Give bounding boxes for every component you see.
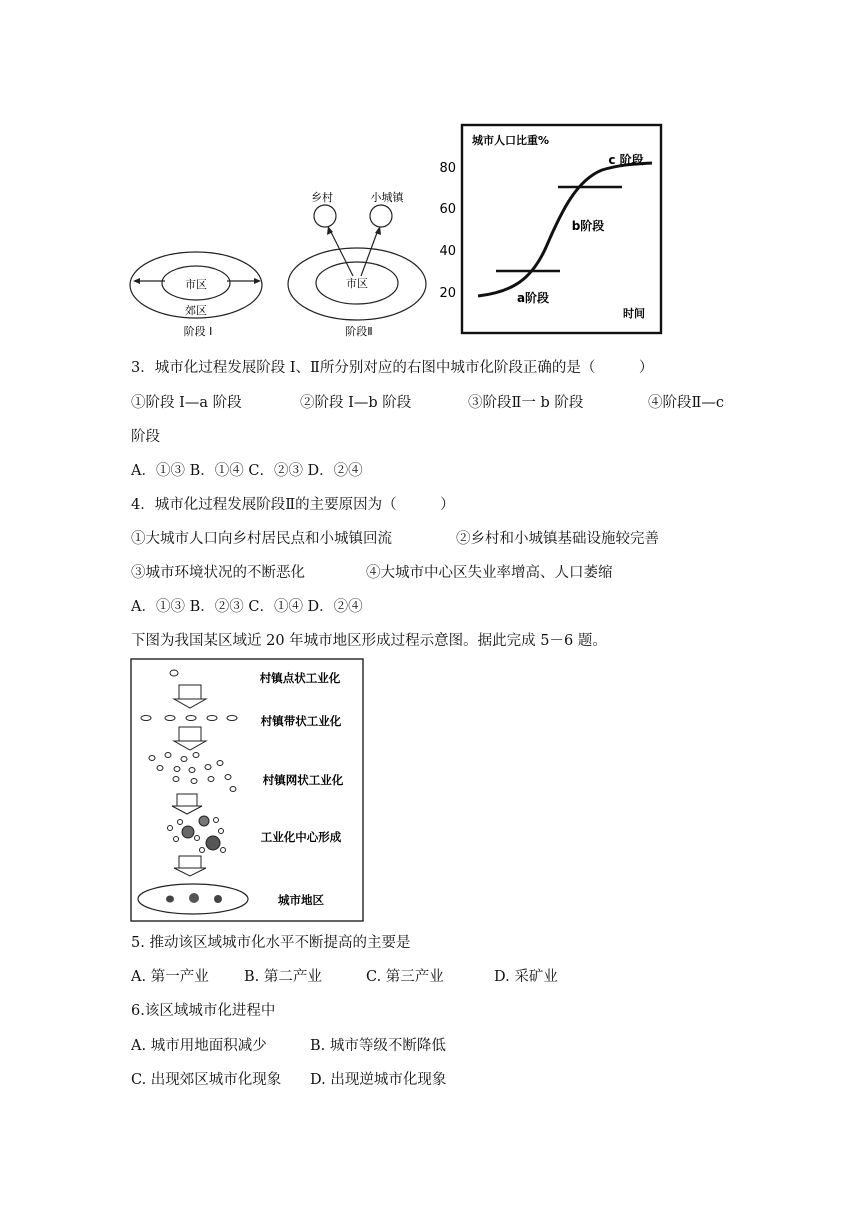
rural-label: 乡村 <box>311 191 333 204</box>
flow-step-2: 村镇带状工业化 <box>260 714 342 728</box>
q6-choice-d: D. 出现逆城市化现象 <box>310 1072 447 1088</box>
x-axis-label: 时间 <box>623 307 645 320</box>
q4-answer-options: A．①③ B．②③ C．①④ D．②④ <box>131 599 363 615</box>
stage-b-label: b阶段 <box>571 219 605 233</box>
section-intro: 下图为我国某区域近 20 年城市地区形成过程示意图。据此完成 5－6 题。 <box>131 633 607 649</box>
q3-choice-1: ①阶段 I—a 阶段 <box>131 395 242 411</box>
urban-formation-flowchart <box>130 658 365 923</box>
stage-a-label: a阶段 <box>516 291 550 305</box>
q6-stem: 6.该区域城市化进程中 <box>131 1003 276 1019</box>
stage-c-label: c 阶段 <box>608 153 644 167</box>
stage-one-diagram <box>130 252 262 338</box>
q4-stem: 4．城市化过程发展阶段Ⅱ的主要原因为（ ） <box>131 497 455 513</box>
flow-step-3: 村镇网状工业化 <box>262 773 344 787</box>
stage2-caption: 阶段Ⅱ <box>345 325 373 338</box>
q4-choice-4: ④大城市中心区失业率增高、人口萎缩 <box>366 565 613 581</box>
flow-step-1: 村镇点状工业化 <box>259 671 341 685</box>
y-tick-80: 80 <box>439 161 456 176</box>
stage1-caption: 阶段 I <box>183 325 213 338</box>
flow-step-5: 城市地区 <box>278 893 324 907</box>
q5-stem: 5. 推动该区域城市化水平不断提高的主要是 <box>131 935 411 951</box>
q6-choice-c: C. 出现郊区城市化现象 <box>131 1072 282 1088</box>
q3-choice-2: ②阶段 I—b 阶段 <box>300 395 412 411</box>
q3-stem: 3．城市化过程发展阶段 I、Ⅱ所分别对应的右图中城市化阶段正确的是（ ） <box>131 360 654 376</box>
stage-two-diagram <box>288 190 426 338</box>
urbanization-curve-chart <box>432 120 672 340</box>
q5-choice-b: B. 第二产业 <box>244 969 322 985</box>
town-label: 小城镇 <box>370 191 404 204</box>
stage2-inner-label: 市区 <box>346 277 368 290</box>
stage-diagrams <box>125 180 445 345</box>
flow-step-4: 工业化中心形成 <box>260 830 342 844</box>
q4-choice-2: ②乡村和小城镇基础设施较完善 <box>456 531 659 547</box>
q3-choice-4: ④阶段Ⅱ—c <box>648 395 724 411</box>
y-axis-label: 城市人口比重% <box>472 134 550 147</box>
q6-choice-b: B. 城市等级不断降低 <box>310 1038 446 1054</box>
stage1-outer-label: 郊区 <box>185 304 207 317</box>
q4-choice-1: ①大城市人口向乡村居民点和小城镇回流 <box>131 531 392 547</box>
q5-choice-c: C. 第三产业 <box>366 969 444 985</box>
q3-answer-options: A．①③ B．①④ C．②③ D．②④ <box>131 463 363 479</box>
q4-choice-3: ③城市环境状况的不断恶化 <box>131 565 305 581</box>
q5-choice-a: A. 第一产业 <box>131 969 209 985</box>
q3-choice-3: ③阶段Ⅱ一 b 阶段 <box>468 395 584 411</box>
q3-choice-4-wrap: 阶段 <box>131 429 160 445</box>
y-tick-40: 40 <box>439 244 456 259</box>
y-tick-20: 20 <box>439 286 456 301</box>
q6-choice-a: A. 城市用地面积减少 <box>131 1038 267 1054</box>
q5-choice-d: D. 采矿业 <box>494 969 558 985</box>
stage1-inner-label: 市区 <box>185 278 207 291</box>
y-tick-60: 60 <box>439 202 456 217</box>
